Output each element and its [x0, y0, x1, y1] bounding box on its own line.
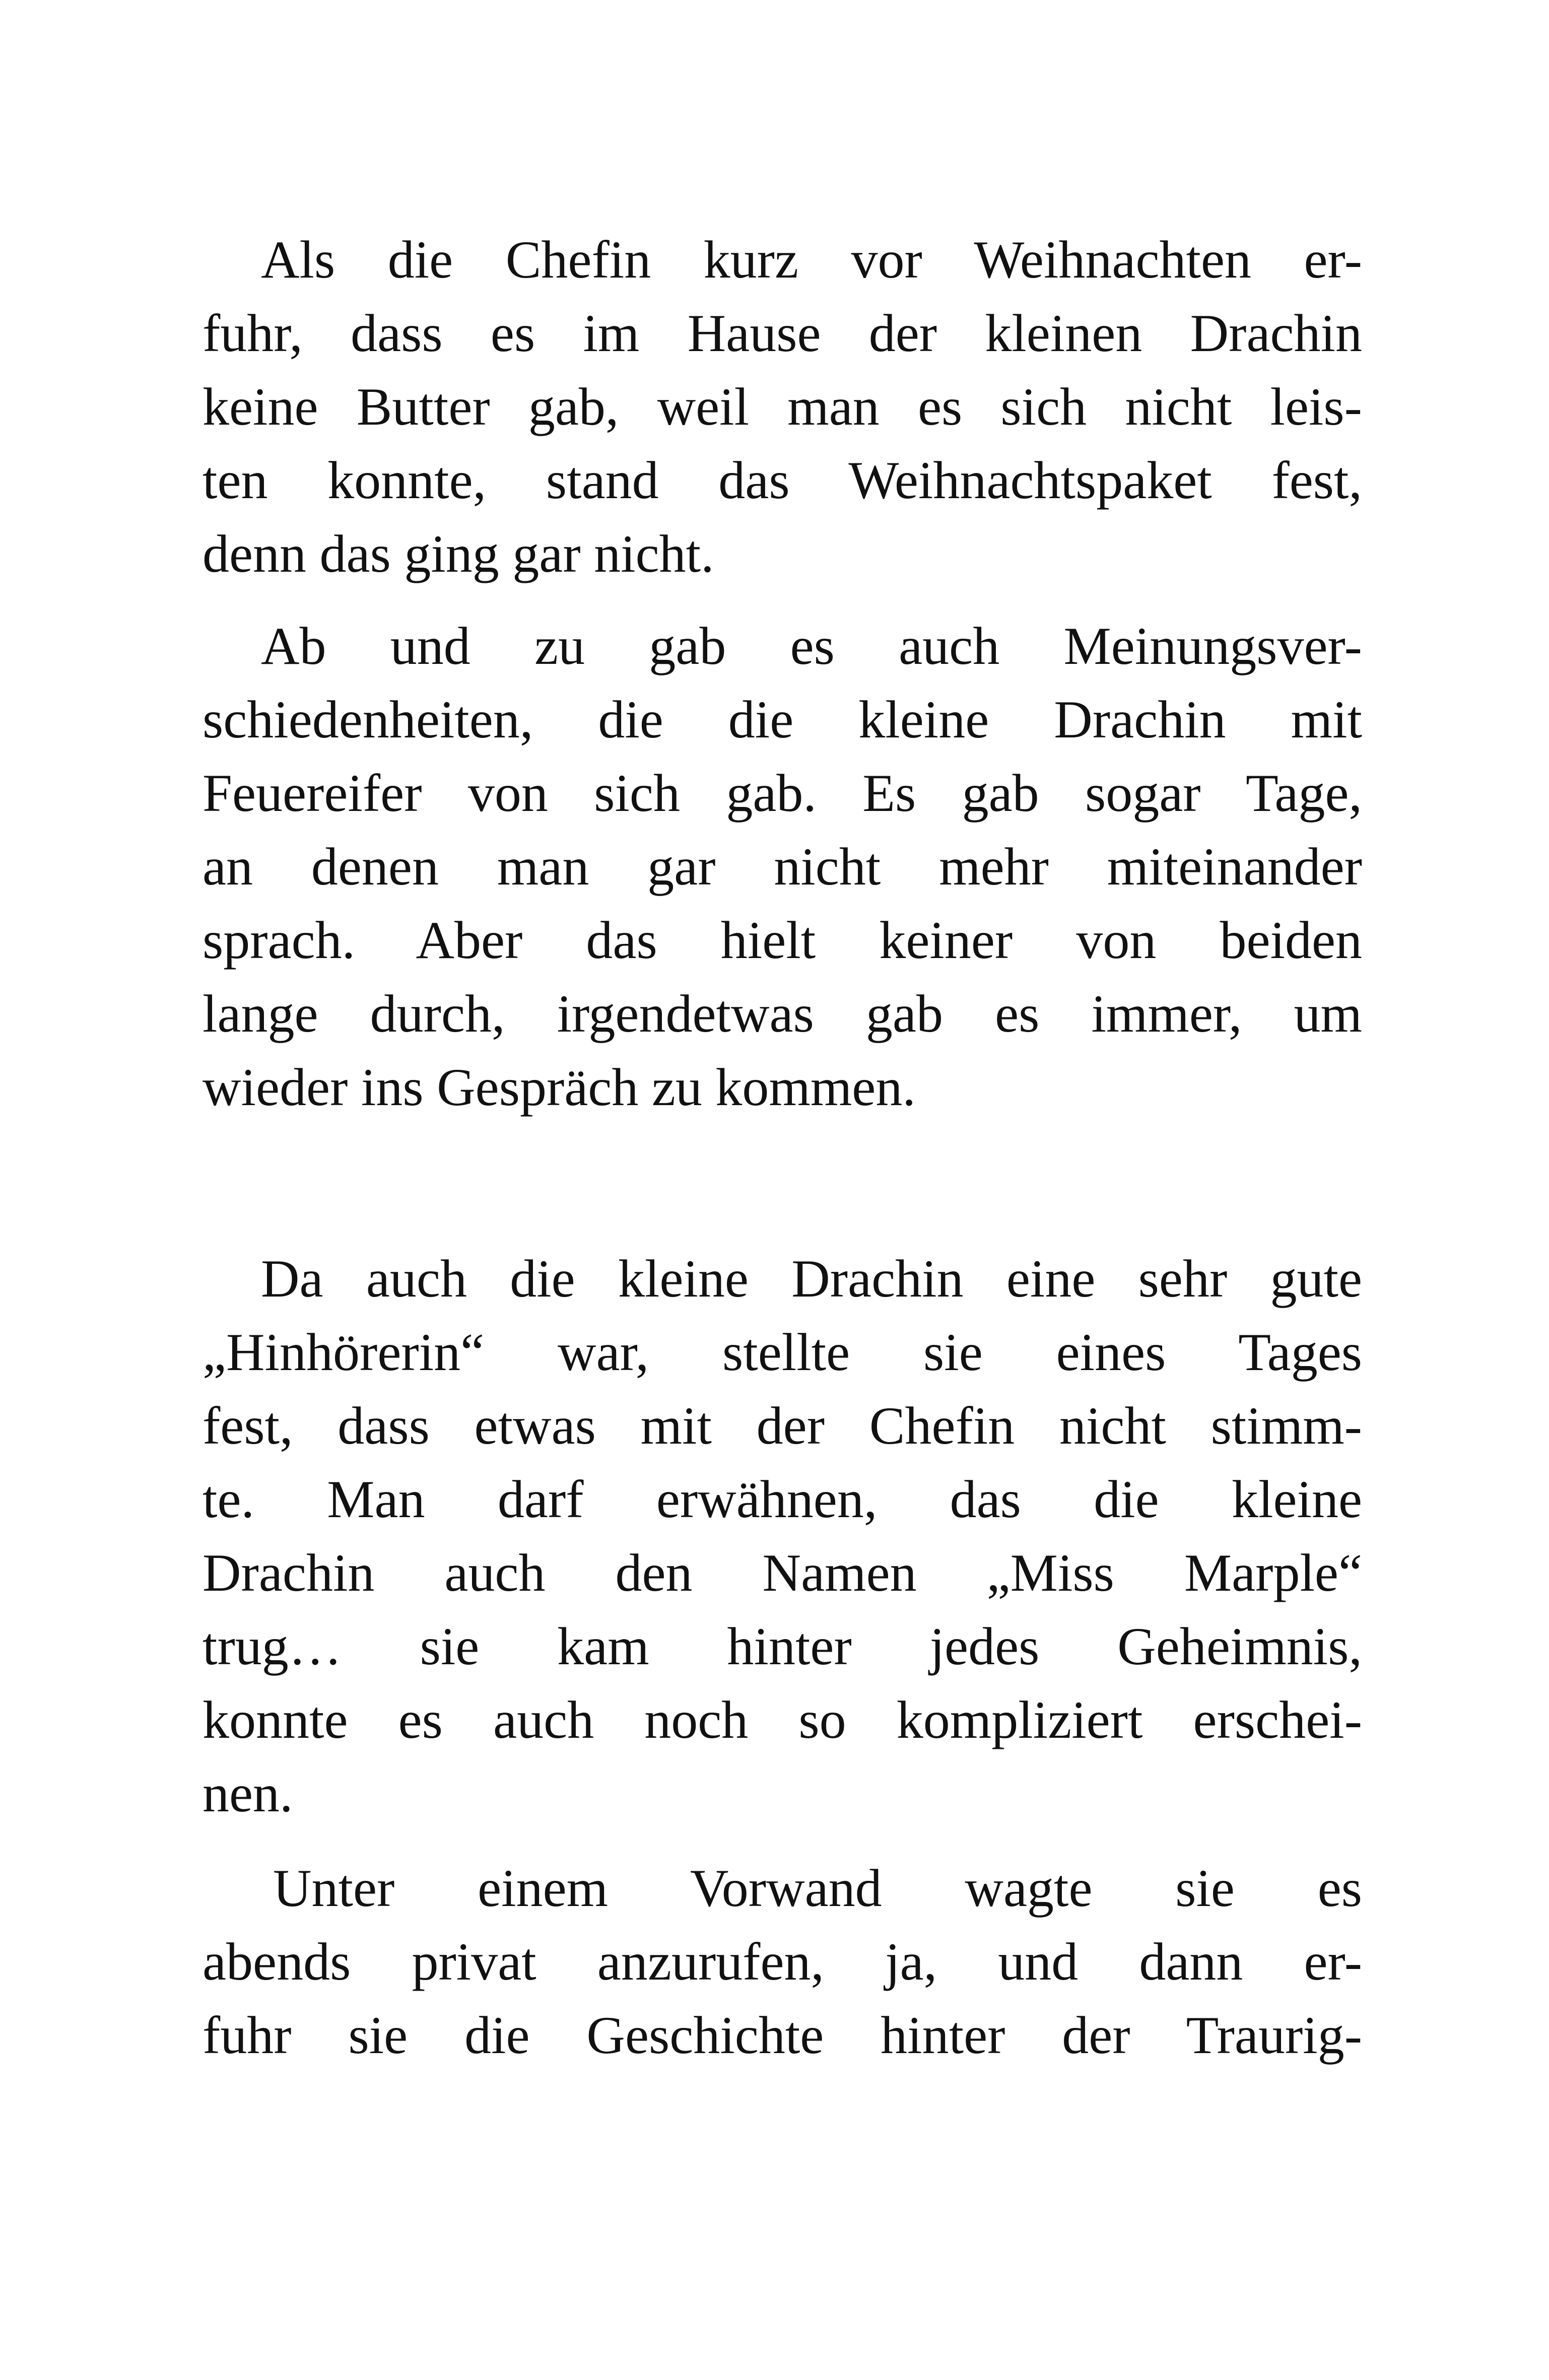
- text-line: fest, dass etwas mit der Chefin nicht stimm-: [203, 1396, 1362, 1455]
- text-line: „Hinhörerin“ war, stellte sie eines Tages: [203, 1323, 1362, 1382]
- text-line: denn das ging gar nicht.: [203, 524, 714, 583]
- text-line: Feuereifer von sich gab. Es gab sogar Tage,: [203, 764, 1362, 823]
- text-line: Als die Chefin kurz vor Weihnachten er-: [261, 230, 1362, 289]
- text-line: fuhr, dass es im Hause der kleinen Drachin: [203, 304, 1362, 363]
- text-line: fuhr sie die Geschichte hinter der Traurig-: [203, 2006, 1362, 2065]
- text-line: nen.: [203, 1764, 293, 1823]
- text-line: Unter einem Vorwand wagte sie es: [273, 1859, 1362, 1918]
- text-line: ten konnte, stand das Weihnachtspaket fest,: [203, 451, 1362, 510]
- text-line: Da auch die kleine Drachin eine sehr gute: [261, 1249, 1362, 1308]
- text-line: lange durch, irgendetwas gab es immer, um: [203, 984, 1362, 1043]
- text-line: sprach. Aber das hielt keiner von beiden: [203, 911, 1362, 970]
- text-line: Drachin auch den Namen „Miss Marple“: [203, 1543, 1362, 1602]
- text-line: te. Man darf erwähnen, das die kleine: [203, 1470, 1362, 1529]
- paragraph-1: [203, 223, 1362, 591]
- paragraph-3: [203, 1242, 1362, 1830]
- paragraph-2: [203, 609, 1362, 1124]
- text-line: wieder ins Gespräch zu kommen.: [203, 1058, 916, 1117]
- text-line: keine Butter gab, weil man es sich nicht leis-: [203, 377, 1362, 436]
- text-line: schiedenheiten, die die kleine Drachin mit: [203, 690, 1362, 749]
- text-line: an denen man gar nicht mehr miteinander: [203, 837, 1362, 896]
- paragraph-4: [203, 1852, 1362, 2072]
- text-line: trug… sie kam hinter jedes Geheimnis,: [203, 1617, 1362, 1676]
- text-line: abends privat anzurufen, ja, und dann er-: [203, 1932, 1362, 1991]
- text-line: Ab und zu gab es auch Meinungsver-: [261, 617, 1362, 675]
- text-line: konnte es auch noch so kompliziert erschei-: [203, 1690, 1362, 1749]
